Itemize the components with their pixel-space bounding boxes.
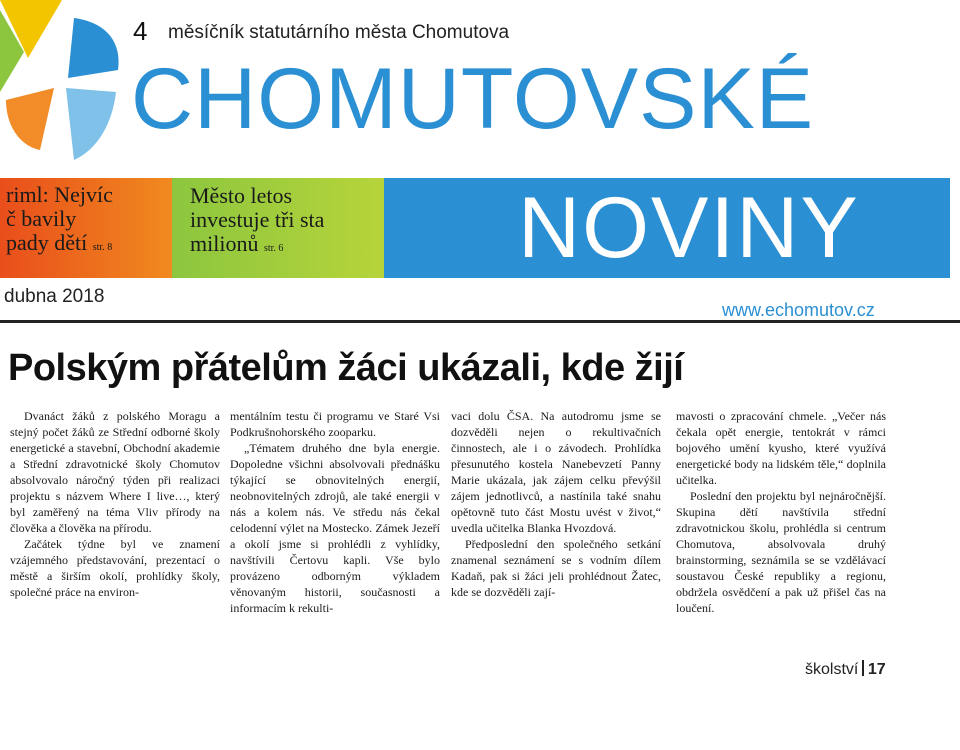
article-headline: Polským přátelům žáci ukázali, kde žijí [8,347,684,389]
teaser-1-text: riml: Nejvíc č bavily pady dětí [6,182,113,255]
teaser-1-page: str. 8 [92,242,113,253]
logo-petal-blue [68,18,119,78]
footer-divider [862,660,864,676]
paragraph: Předposlední den společného setkání znamenal seznámení se s vodním dílem Kadaň, pak si žáci jeli prohlédnout Žatec, kde se dozvěděli zají- [451,537,661,599]
logo-petal-lightblue [66,88,116,160]
page-footer [805,660,886,679]
article-column-4 [676,408,886,616]
paragraph: Dvanáct žáků z polského Moragu a stejný počet žáků ze Střední odborné školy energetické a stavební, Obchodní akademie a Střední zdravotnické školy Chomutov absolvovalo náročný týden při realizaci projektu s názvem Where I live…, který byl zaměřený na téma Vliv přírody na člověka a člověka na přírodu. [10,409,220,535]
masthead-title-top: CHOMUTOVSKÉ [131,51,815,147]
page-number: 17 [867,661,886,678]
article-column-2 [230,408,440,616]
city-logo [0,0,130,175]
paragraph: „Tématem druhého dne byla energie. Dopoledne všichni absolvovali přednášku týkající se obnovitelných energií, neobnovitelných zdrojů, ale také energii v nás a kolem nás. Ve středu nás čekal celodenní výlet na Mostecko. Zámek Jezeří a okolí jsme si prohlédli z vyhlídky, navštívili Čertovu kapli. Vše bylo provázeno odborným výkladem věnovaným historii, současnosti a informacím k rekulti- [230,441,440,615]
paragraph: mentálním testu či programu ve Staré Vsi Podkrušnohorského zooparku. [230,409,440,439]
paragraph: Poslední den projektu byl nejnáročnější. Skupina dětí navštívila střední zdravotnickou školu, prohlédla si centrum Chomutova, absolvovala druhý brainstorming, seznámila se se vzdělávací soustavou České republiky a regionu, obdržela osvědčení a pak už přišel čas na loučení. [676,489,886,615]
teaser-1 [6,183,168,260]
paragraph: vaci dolu ČSA. Na autodromu jsme se dozvěděli nejen o rekultivačních činnostech, ale i o závodech. Prohlídka přesunutého kostela Nanebevzetí Panny Marie ukázala, jak zájem celku převýšil zájem jednotlivců, a nastínila také snahu opětovně tuto část Mostu uvést v život,“ uvedla učitelka Blanka Hvozdová. [451,409,661,535]
teaser-2 [190,184,380,261]
teaser-2-page: str. 6 [263,243,284,254]
issue-date: dubna 2018 [4,286,105,307]
masthead-subtitle: měsíčník statutárního města Chomutova [168,22,510,43]
paragraph: Začátek týdne byl ve znamení vzájemného představování, prezentací o městě a širším okolí, prohlídky školy, společné práce na environ- [10,537,220,599]
masthead-title-bottom: NOVINY [518,180,860,276]
article-column-1 [10,408,220,600]
article-column-3 [451,408,661,600]
section-name: školství [805,661,859,678]
masthead-divider [0,320,960,323]
issue-number: 4 [133,16,148,46]
paragraph: mavosti o zpracování chmele. „Večer nás čekala opět energie, tentokrát v rámci bojového umění kyusho, které využívá energetické body na lidském těle,“ doplnila učitelka. [676,409,886,487]
logo-petal-orange [6,88,54,150]
teaser-2-text: Město letos investuje tři sta milionů [190,183,325,256]
website-url: www.echomutov.cz [722,300,875,320]
